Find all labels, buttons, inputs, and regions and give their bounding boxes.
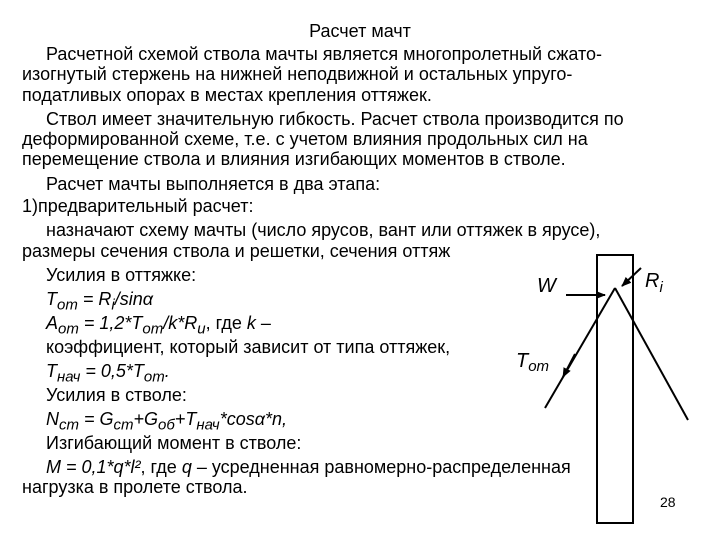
formula-n-st-sub3: об	[158, 416, 175, 434]
guy-line-right	[615, 288, 688, 420]
text-line-1: Расчетной схемой ствола мачты является многопролетный сжато-	[46, 44, 603, 64]
formula-t-ot-sub: от	[57, 296, 78, 314]
formula-a-ot-where: , где	[205, 313, 247, 333]
formula-t-nach-tail: .	[164, 361, 170, 381]
text-line-3: податливых опорах в местах крепления оттяжек.	[22, 85, 432, 105]
formula-n-st-sub4: нач	[196, 416, 220, 434]
r-arrow	[622, 268, 641, 286]
formula-n-st-plus2: +T	[174, 409, 197, 429]
text-line-10: размеры сечения ствола и решетки, сечения оттяж	[22, 241, 451, 261]
label-r	[645, 270, 663, 296]
formula-m-sym: M = 0,1*q*l²	[46, 457, 141, 477]
formula-m-q: q	[181, 457, 192, 477]
guy-line-left	[545, 288, 615, 408]
label-t-sub: от	[528, 358, 550, 375]
formula-m-dash: – усредненная равномерно-распределенная	[191, 457, 571, 477]
text-line-5: деформированной схеме, т.е. с учетом влияния продольных сил на	[22, 129, 588, 149]
formula-n-st-eq: = G	[79, 409, 114, 429]
label-r-main: R	[645, 270, 660, 292]
label-r-sub: i	[659, 279, 663, 296]
formula-a-ot-sub2: от	[142, 320, 164, 338]
formula-a-ot-k: k	[246, 313, 256, 333]
text-line-14: Изгибающий момент в стволе:	[46, 433, 302, 453]
text-line-13: Усилия в стволе:	[46, 385, 187, 405]
formula-a-ot-sub: от	[58, 320, 79, 338]
text-line-9: назначают схему мачты (число ярусов, вант или оттяжек в ярусе),	[46, 220, 601, 240]
formula-n-st-sub: ст	[59, 416, 79, 434]
formula-n-st-sub2: ст	[113, 416, 134, 434]
formula-a-ot-mid: /k*R	[163, 313, 198, 333]
label-w: W	[537, 275, 556, 297]
formula-t-nach-sub: нач	[57, 368, 81, 386]
text-line-12: коэффициент, который зависит от типа оттяжек,	[46, 337, 451, 357]
text-line-6: перемещение ствола и влияния изгибающих моментов в стволе.	[22, 149, 566, 169]
slide-title: Расчет мачт	[309, 21, 411, 41]
formula-m-where: , где	[140, 457, 182, 477]
formula-n-st-sym: N	[46, 409, 59, 429]
label-t	[516, 350, 549, 375]
text-line-11: Усилия в оттяжке:	[46, 265, 197, 285]
text-line-2: изогнутый стержень на нижней неподвижной и остальных упруго-	[22, 64, 573, 84]
label-t-main: T	[516, 350, 529, 372]
formula-t-nach-eq: = 0,5*T	[80, 361, 144, 381]
formula-t-nach-sub2: от	[143, 368, 165, 386]
diagram-mask	[508, 240, 698, 260]
text-line-8: 1)предварительный расчет:	[22, 196, 254, 216]
formula-t-ot-rest: = R	[77, 289, 112, 309]
formula-t-ot-sub2: i	[111, 296, 115, 314]
formula-n-st-plus1: +G	[133, 409, 159, 429]
formula-a-ot-eq: = 1,2*T	[78, 313, 143, 333]
formula-t-nach-sym: T	[46, 361, 57, 381]
formula-t-ot-sym: T	[46, 289, 57, 309]
t-arrow	[563, 354, 575, 377]
formula-n-st-tail: *cosα*n,	[219, 409, 287, 429]
page-number: 28	[660, 494, 676, 510]
text-line-15: нагрузка в пролете ствола.	[22, 477, 248, 497]
formula-t-ot-tail: /sinα	[114, 289, 153, 309]
formula-a-ot-sym: A	[46, 313, 59, 333]
formula-a-ot-sub3: u	[197, 320, 206, 338]
text-line-4: Ствол имеет значительную гибкость. Расчет ствола производится по	[46, 109, 624, 129]
formula-a-ot-dash: –	[255, 313, 271, 333]
text-line-7: Расчет мачты выполняется в два этапа:	[46, 174, 381, 194]
